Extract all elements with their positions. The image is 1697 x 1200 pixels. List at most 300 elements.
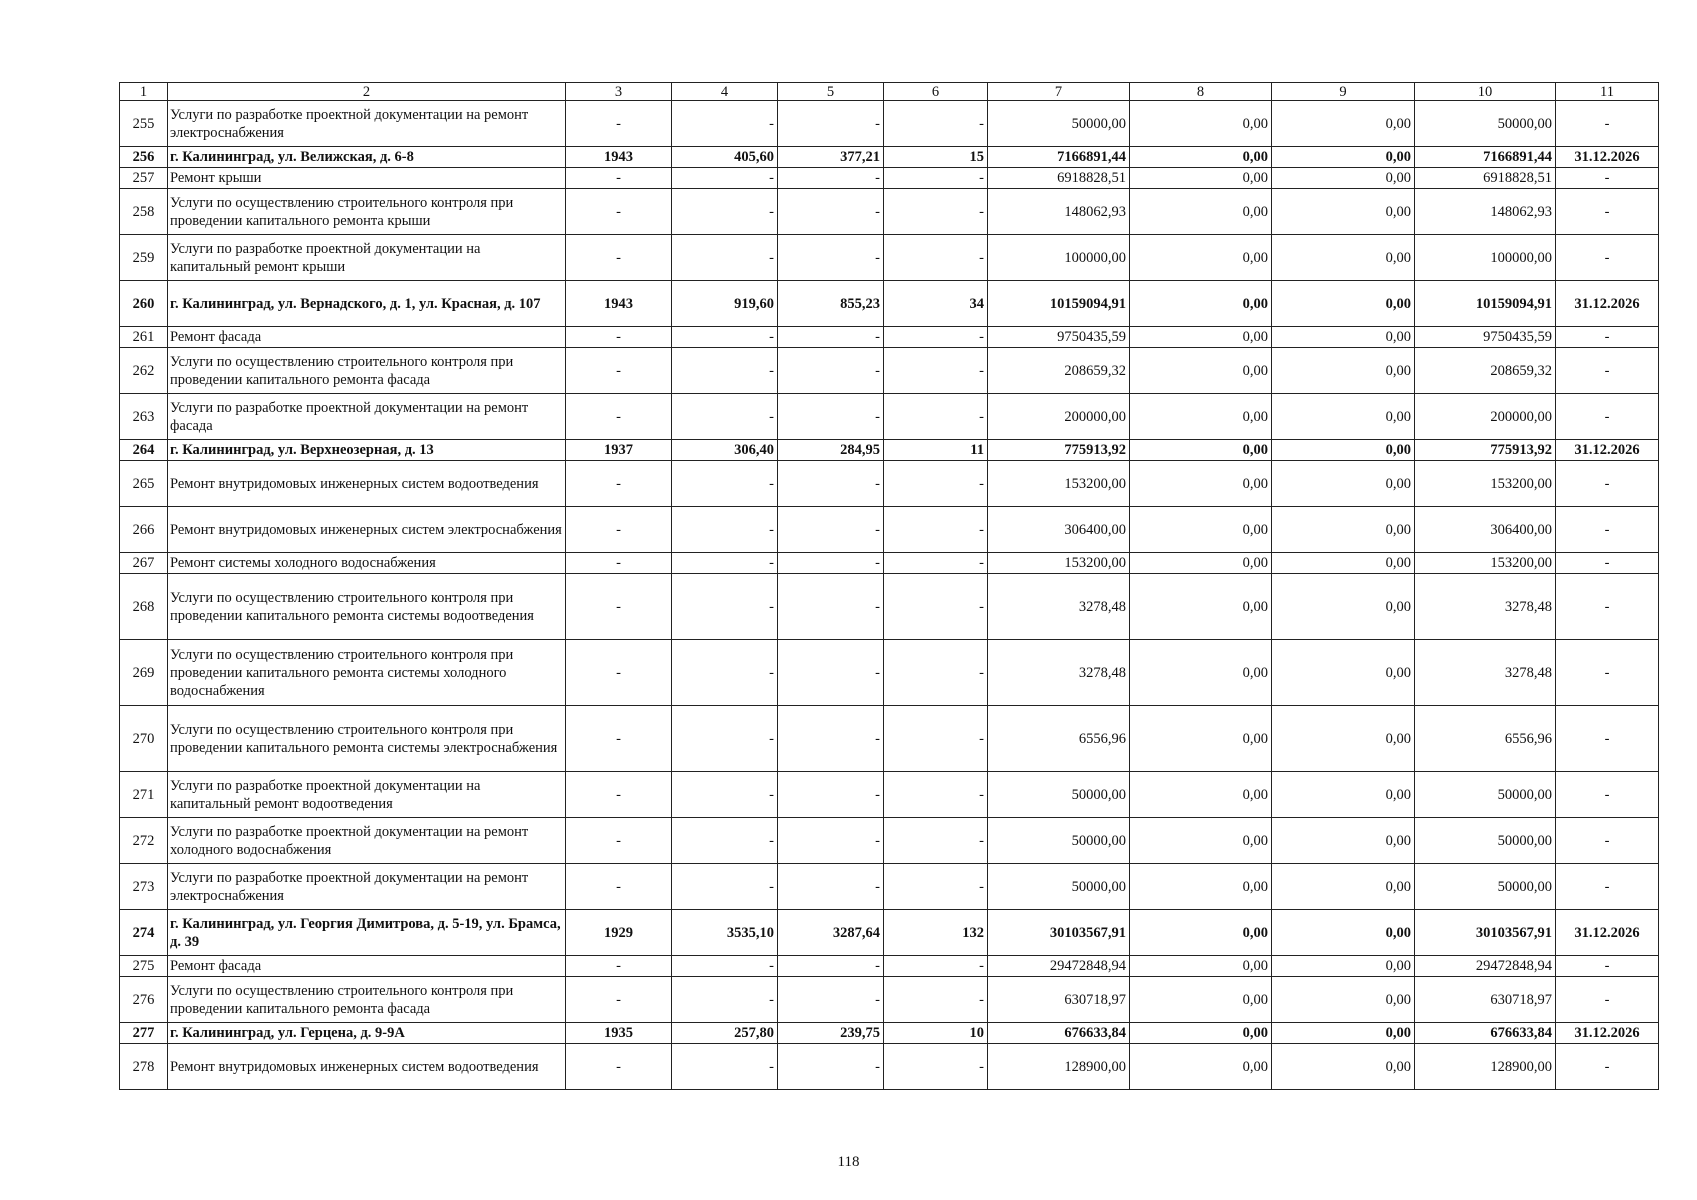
work-description-cell: Услуги по осуществлению строительного контроля при проведении капитального ремонта системы электроснабжения: [168, 706, 566, 772]
header-cell: 6: [884, 83, 988, 101]
cost-fund-cell: 0,00: [1130, 440, 1272, 461]
cost-owners-cell: 100000,00: [1415, 235, 1556, 281]
cost-total-cell: 100000,00: [988, 235, 1130, 281]
completion-date-cell: -: [1556, 461, 1659, 507]
completion-date-cell: -: [1556, 1044, 1659, 1090]
residents-cell: 11: [884, 440, 988, 461]
header-cell: 4: [672, 83, 778, 101]
living-area-cell: -: [778, 461, 884, 507]
living-area-cell: -: [778, 574, 884, 640]
table-row: [120, 281, 1659, 327]
year-built-cell: -: [566, 394, 672, 440]
total-area-cell: 919,60: [672, 281, 778, 327]
cost-other-cell: 0,00: [1272, 910, 1415, 956]
row-number-cell: 259: [120, 235, 168, 281]
cost-fund-cell: 0,00: [1130, 327, 1272, 348]
total-area-cell: -: [672, 327, 778, 348]
year-built-cell: -: [566, 640, 672, 706]
header-cell: 1: [120, 83, 168, 101]
work-description-cell: Ремонт системы холодного водоснабжения: [168, 553, 566, 574]
cost-other-cell: 0,00: [1272, 553, 1415, 574]
year-built-cell: -: [566, 461, 672, 507]
completion-date-cell: -: [1556, 348, 1659, 394]
row-number-cell: 257: [120, 168, 168, 189]
cost-total-cell: 6918828,51: [988, 168, 1130, 189]
table-row: [120, 706, 1659, 772]
completion-date-cell: 31.12.2026: [1556, 147, 1659, 168]
residents-cell: -: [884, 640, 988, 706]
cost-fund-cell: 0,00: [1130, 956, 1272, 977]
living-area-cell: -: [778, 553, 884, 574]
table-row: [120, 440, 1659, 461]
work-description-cell: Услуги по осуществлению строительного контроля при проведении капитального ремонта фасада: [168, 977, 566, 1023]
cost-other-cell: 0,00: [1272, 235, 1415, 281]
cost-total-cell: 50000,00: [988, 818, 1130, 864]
living-area-cell: -: [778, 818, 884, 864]
residents-cell: -: [884, 168, 988, 189]
cost-owners-cell: 29472848,94: [1415, 956, 1556, 977]
total-area-cell: -: [672, 235, 778, 281]
table-row: [120, 1023, 1659, 1044]
page-number: 118: [837, 1154, 860, 1170]
total-area-cell: -: [672, 574, 778, 640]
completion-date-cell: -: [1556, 640, 1659, 706]
cost-fund-cell: 0,00: [1130, 640, 1272, 706]
row-number-cell: 265: [120, 461, 168, 507]
cost-other-cell: 0,00: [1272, 440, 1415, 461]
cost-other-cell: 0,00: [1272, 977, 1415, 1023]
living-area-cell: 377,21: [778, 147, 884, 168]
cost-total-cell: 153200,00: [988, 553, 1130, 574]
completion-date-cell: -: [1556, 394, 1659, 440]
table-row: [120, 348, 1659, 394]
cost-other-cell: 0,00: [1272, 818, 1415, 864]
completion-date-cell: -: [1556, 235, 1659, 281]
header-cell: 5: [778, 83, 884, 101]
cost-fund-cell: 0,00: [1130, 101, 1272, 147]
year-built-cell: 1943: [566, 281, 672, 327]
year-built-cell: -: [566, 168, 672, 189]
row-number-cell: 278: [120, 1044, 168, 1090]
year-built-cell: -: [566, 507, 672, 553]
completion-date-cell: -: [1556, 977, 1659, 1023]
cost-other-cell: 0,00: [1272, 189, 1415, 235]
year-built-cell: -: [566, 189, 672, 235]
year-built-cell: -: [566, 327, 672, 348]
residents-cell: 10: [884, 1023, 988, 1044]
table-row: [120, 864, 1659, 910]
cost-owners-cell: 7166891,44: [1415, 147, 1556, 168]
row-number-cell: 263: [120, 394, 168, 440]
cost-fund-cell: 0,00: [1130, 864, 1272, 910]
total-area-cell: -: [672, 956, 778, 977]
cost-owners-cell: 775913,92: [1415, 440, 1556, 461]
table-row: [120, 818, 1659, 864]
header-cell: 7: [988, 83, 1130, 101]
column-number-row: [120, 83, 1659, 101]
work-description-cell: Услуги по осуществлению строительного контроля при проведении капитального ремонта системы холодного водоснабжения: [168, 640, 566, 706]
cost-other-cell: 0,00: [1272, 461, 1415, 507]
total-area-cell: -: [672, 189, 778, 235]
table-row: [120, 1044, 1659, 1090]
row-number-cell: 267: [120, 553, 168, 574]
residents-cell: -: [884, 706, 988, 772]
year-built-cell: -: [566, 348, 672, 394]
cost-owners-cell: 50000,00: [1415, 101, 1556, 147]
year-built-cell: -: [566, 956, 672, 977]
residents-cell: -: [884, 348, 988, 394]
living-area-cell: 284,95: [778, 440, 884, 461]
completion-date-cell: -: [1556, 706, 1659, 772]
work-description-cell: г. Калининград, ул. Георгия Димитрова, д. 5-19, ул. Брамса, д. 39: [168, 910, 566, 956]
total-area-cell: 3535,10: [672, 910, 778, 956]
residents-cell: -: [884, 956, 988, 977]
row-number-cell: 258: [120, 189, 168, 235]
living-area-cell: -: [778, 956, 884, 977]
residents-cell: -: [884, 189, 988, 235]
completion-date-cell: -: [1556, 772, 1659, 818]
cost-total-cell: 50000,00: [988, 101, 1130, 147]
row-number-cell: 255: [120, 101, 168, 147]
living-area-cell: -: [778, 189, 884, 235]
residents-cell: 15: [884, 147, 988, 168]
year-built-cell: 1935: [566, 1023, 672, 1044]
cost-owners-cell: 128900,00: [1415, 1044, 1556, 1090]
cost-total-cell: 50000,00: [988, 864, 1130, 910]
row-number-cell: 269: [120, 640, 168, 706]
work-description-cell: Услуги по осуществлению строительного контроля при проведении капитального ремонта фасада: [168, 348, 566, 394]
living-area-cell: -: [778, 327, 884, 348]
cost-owners-cell: 50000,00: [1415, 864, 1556, 910]
table-row: [120, 574, 1659, 640]
work-description-cell: Ремонт внутридомовых инженерных систем водоотведения: [168, 1044, 566, 1090]
row-number-cell: 274: [120, 910, 168, 956]
living-area-cell: -: [778, 864, 884, 910]
total-area-cell: -: [672, 507, 778, 553]
living-area-cell: -: [778, 507, 884, 553]
cost-other-cell: 0,00: [1272, 507, 1415, 553]
cost-fund-cell: 0,00: [1130, 235, 1272, 281]
completion-date-cell: -: [1556, 864, 1659, 910]
table-row: [120, 772, 1659, 818]
residents-cell: -: [884, 553, 988, 574]
work-description-cell: Услуги по осуществлению строительного контроля при проведении капитального ремонта системы водоотведения: [168, 574, 566, 640]
cost-total-cell: 29472848,94: [988, 956, 1130, 977]
year-built-cell: -: [566, 553, 672, 574]
cost-total-cell: 3278,48: [988, 574, 1130, 640]
cost-owners-cell: 50000,00: [1415, 818, 1556, 864]
table-body: [120, 83, 1659, 1090]
year-built-cell: -: [566, 818, 672, 864]
completion-date-cell: -: [1556, 574, 1659, 640]
residents-cell: -: [884, 327, 988, 348]
header-cell: 2: [168, 83, 566, 101]
cost-fund-cell: 0,00: [1130, 553, 1272, 574]
work-description-cell: Услуги по разработке проектной документации на капитальный ремонт крыши: [168, 235, 566, 281]
cost-total-cell: 306400,00: [988, 507, 1130, 553]
cost-owners-cell: 153200,00: [1415, 461, 1556, 507]
cost-total-cell: 50000,00: [988, 772, 1130, 818]
cost-other-cell: 0,00: [1272, 640, 1415, 706]
row-number-cell: 272: [120, 818, 168, 864]
cost-fund-cell: 0,00: [1130, 147, 1272, 168]
living-area-cell: -: [778, 394, 884, 440]
table-row: [120, 235, 1659, 281]
year-built-cell: 1937: [566, 440, 672, 461]
year-built-cell: 1943: [566, 147, 672, 168]
residents-cell: -: [884, 101, 988, 147]
cost-other-cell: 0,00: [1272, 1044, 1415, 1090]
cost-owners-cell: 6556,96: [1415, 706, 1556, 772]
header-cell: 9: [1272, 83, 1415, 101]
cost-owners-cell: 306400,00: [1415, 507, 1556, 553]
residents-cell: -: [884, 864, 988, 910]
table-row: [120, 553, 1659, 574]
living-area-cell: 855,23: [778, 281, 884, 327]
row-number-cell: 268: [120, 574, 168, 640]
cost-owners-cell: 10159094,91: [1415, 281, 1556, 327]
cost-fund-cell: 0,00: [1130, 461, 1272, 507]
cost-owners-cell: 6918828,51: [1415, 168, 1556, 189]
work-description-cell: Услуги по разработке проектной документации на ремонт электроснабжения: [168, 101, 566, 147]
data-table: [119, 82, 1659, 1090]
total-area-cell: -: [672, 553, 778, 574]
completion-date-cell: 31.12.2026: [1556, 910, 1659, 956]
work-description-cell: Услуги по осуществлению строительного контроля при проведении капитального ремонта крыши: [168, 189, 566, 235]
cost-total-cell: 153200,00: [988, 461, 1130, 507]
cost-total-cell: 676633,84: [988, 1023, 1130, 1044]
cost-other-cell: 0,00: [1272, 956, 1415, 977]
living-area-cell: -: [778, 706, 884, 772]
cost-other-cell: 0,00: [1272, 394, 1415, 440]
work-description-cell: г. Калининград, ул. Герцена, д. 9-9А: [168, 1023, 566, 1044]
living-area-cell: -: [778, 977, 884, 1023]
residents-cell: -: [884, 394, 988, 440]
cost-fund-cell: 0,00: [1130, 977, 1272, 1023]
living-area-cell: 239,75: [778, 1023, 884, 1044]
living-area-cell: -: [778, 101, 884, 147]
completion-date-cell: 31.12.2026: [1556, 281, 1659, 327]
year-built-cell: -: [566, 101, 672, 147]
total-area-cell: -: [672, 168, 778, 189]
total-area-cell: 306,40: [672, 440, 778, 461]
cost-other-cell: 0,00: [1272, 772, 1415, 818]
cost-owners-cell: 200000,00: [1415, 394, 1556, 440]
completion-date-cell: -: [1556, 327, 1659, 348]
total-area-cell: -: [672, 640, 778, 706]
work-description-cell: Услуги по разработке проектной документации на ремонт электроснабжения: [168, 864, 566, 910]
row-number-cell: 275: [120, 956, 168, 977]
living-area-cell: -: [778, 348, 884, 394]
row-number-cell: 273: [120, 864, 168, 910]
total-area-cell: -: [672, 101, 778, 147]
cost-total-cell: 10159094,91: [988, 281, 1130, 327]
cost-owners-cell: 3278,48: [1415, 574, 1556, 640]
living-area-cell: -: [778, 772, 884, 818]
cost-other-cell: 0,00: [1272, 706, 1415, 772]
cost-owners-cell: 30103567,91: [1415, 910, 1556, 956]
cost-owners-cell: 9750435,59: [1415, 327, 1556, 348]
residents-cell: -: [884, 574, 988, 640]
cost-fund-cell: 0,00: [1130, 818, 1272, 864]
year-built-cell: -: [566, 706, 672, 772]
cost-other-cell: 0,00: [1272, 864, 1415, 910]
table-row: [120, 507, 1659, 553]
work-description-cell: Ремонт внутридомовых инженерных систем водоотведения: [168, 461, 566, 507]
work-description-cell: Услуги по разработке проектной документации на ремонт холодного водоснабжения: [168, 818, 566, 864]
living-area-cell: -: [778, 1044, 884, 1090]
total-area-cell: -: [672, 348, 778, 394]
cost-fund-cell: 0,00: [1130, 189, 1272, 235]
work-description-cell: Ремонт внутридомовых инженерных систем электроснабжения: [168, 507, 566, 553]
table-row: [120, 101, 1659, 147]
table-row: [120, 956, 1659, 977]
residents-cell: -: [884, 1044, 988, 1090]
total-area-cell: -: [672, 818, 778, 864]
completion-date-cell: -: [1556, 956, 1659, 977]
cost-other-cell: 0,00: [1272, 574, 1415, 640]
row-number-cell: 256: [120, 147, 168, 168]
living-area-cell: -: [778, 640, 884, 706]
cost-fund-cell: 0,00: [1130, 574, 1272, 640]
table-row: [120, 461, 1659, 507]
cost-owners-cell: 148062,93: [1415, 189, 1556, 235]
cost-owners-cell: 208659,32: [1415, 348, 1556, 394]
work-description-cell: г. Калининград, ул. Велижская, д. 6-8: [168, 147, 566, 168]
table-row: [120, 189, 1659, 235]
cost-other-cell: 0,00: [1272, 101, 1415, 147]
cost-total-cell: 9750435,59: [988, 327, 1130, 348]
row-number-cell: 271: [120, 772, 168, 818]
cost-total-cell: 128900,00: [988, 1044, 1130, 1090]
cost-owners-cell: 3278,48: [1415, 640, 1556, 706]
year-built-cell: -: [566, 574, 672, 640]
residents-cell: 34: [884, 281, 988, 327]
cost-total-cell: 30103567,91: [988, 910, 1130, 956]
year-built-cell: -: [566, 977, 672, 1023]
row-number-cell: 276: [120, 977, 168, 1023]
cost-owners-cell: 153200,00: [1415, 553, 1556, 574]
header-cell: 3: [566, 83, 672, 101]
completion-date-cell: -: [1556, 818, 1659, 864]
total-area-cell: -: [672, 1044, 778, 1090]
cost-total-cell: 3278,48: [988, 640, 1130, 706]
cost-total-cell: 775913,92: [988, 440, 1130, 461]
work-description-cell: Ремонт фасада: [168, 327, 566, 348]
row-number-cell: 277: [120, 1023, 168, 1044]
cost-total-cell: 630718,97: [988, 977, 1130, 1023]
cost-fund-cell: 0,00: [1130, 910, 1272, 956]
row-number-cell: 264: [120, 440, 168, 461]
work-description-cell: Услуги по разработке проектной документации на ремонт фасада: [168, 394, 566, 440]
cost-total-cell: 148062,93: [988, 189, 1130, 235]
cost-total-cell: 6556,96: [988, 706, 1130, 772]
residents-cell: -: [884, 507, 988, 553]
completion-date-cell: -: [1556, 553, 1659, 574]
year-built-cell: -: [566, 864, 672, 910]
cost-total-cell: 208659,32: [988, 348, 1130, 394]
completion-date-cell: -: [1556, 507, 1659, 553]
completion-date-cell: -: [1556, 189, 1659, 235]
residents-cell: -: [884, 461, 988, 507]
total-area-cell: -: [672, 394, 778, 440]
row-number-cell: 261: [120, 327, 168, 348]
total-area-cell: -: [672, 461, 778, 507]
cost-fund-cell: 0,00: [1130, 1044, 1272, 1090]
cost-other-cell: 0,00: [1272, 147, 1415, 168]
cost-fund-cell: 0,00: [1130, 706, 1272, 772]
table-row: [120, 910, 1659, 956]
cost-fund-cell: 0,00: [1130, 348, 1272, 394]
cost-other-cell: 0,00: [1272, 348, 1415, 394]
table-row: [120, 327, 1659, 348]
living-area-cell: -: [778, 168, 884, 189]
cost-other-cell: 0,00: [1272, 327, 1415, 348]
row-number-cell: 266: [120, 507, 168, 553]
completion-date-cell: 31.12.2026: [1556, 1023, 1659, 1044]
work-description-cell: Ремонт фасада: [168, 956, 566, 977]
cost-other-cell: 0,00: [1272, 168, 1415, 189]
total-area-cell: -: [672, 864, 778, 910]
cost-owners-cell: 630718,97: [1415, 977, 1556, 1023]
cost-fund-cell: 0,00: [1130, 772, 1272, 818]
row-number-cell: 270: [120, 706, 168, 772]
table-row: [120, 147, 1659, 168]
table-row: [120, 640, 1659, 706]
work-description-cell: г. Калининград, ул. Вернадского, д. 1, ул. Красная, д. 107: [168, 281, 566, 327]
completion-date-cell: -: [1556, 168, 1659, 189]
total-area-cell: -: [672, 706, 778, 772]
cost-other-cell: 0,00: [1272, 1023, 1415, 1044]
cost-fund-cell: 0,00: [1130, 1023, 1272, 1044]
total-area-cell: 257,80: [672, 1023, 778, 1044]
total-area-cell: 405,60: [672, 147, 778, 168]
header-cell: 10: [1415, 83, 1556, 101]
cost-fund-cell: 0,00: [1130, 507, 1272, 553]
row-number-cell: 260: [120, 281, 168, 327]
year-built-cell: -: [566, 235, 672, 281]
cost-fund-cell: 0,00: [1130, 168, 1272, 189]
living-area-cell: 3287,64: [778, 910, 884, 956]
cost-total-cell: 7166891,44: [988, 147, 1130, 168]
residents-cell: -: [884, 235, 988, 281]
residents-cell: -: [884, 818, 988, 864]
residents-cell: -: [884, 977, 988, 1023]
cost-other-cell: 0,00: [1272, 281, 1415, 327]
completion-date-cell: -: [1556, 101, 1659, 147]
work-description-cell: Ремонт крыши: [168, 168, 566, 189]
header-cell: 8: [1130, 83, 1272, 101]
table-row: [120, 394, 1659, 440]
completion-date-cell: 31.12.2026: [1556, 440, 1659, 461]
year-built-cell: 1929: [566, 910, 672, 956]
header-cell: 11: [1556, 83, 1659, 101]
table-row: [120, 168, 1659, 189]
row-number-cell: 262: [120, 348, 168, 394]
work-description-cell: г. Калининград, ул. Верхнеозерная, д. 13: [168, 440, 566, 461]
cost-fund-cell: 0,00: [1130, 281, 1272, 327]
cost-owners-cell: 50000,00: [1415, 772, 1556, 818]
year-built-cell: -: [566, 772, 672, 818]
year-built-cell: -: [566, 1044, 672, 1090]
cost-fund-cell: 0,00: [1130, 394, 1272, 440]
total-area-cell: -: [672, 772, 778, 818]
table-row: [120, 977, 1659, 1023]
living-area-cell: -: [778, 235, 884, 281]
residents-cell: 132: [884, 910, 988, 956]
cost-total-cell: 200000,00: [988, 394, 1130, 440]
work-description-cell: Услуги по разработке проектной документации на капитальный ремонт водоотведения: [168, 772, 566, 818]
